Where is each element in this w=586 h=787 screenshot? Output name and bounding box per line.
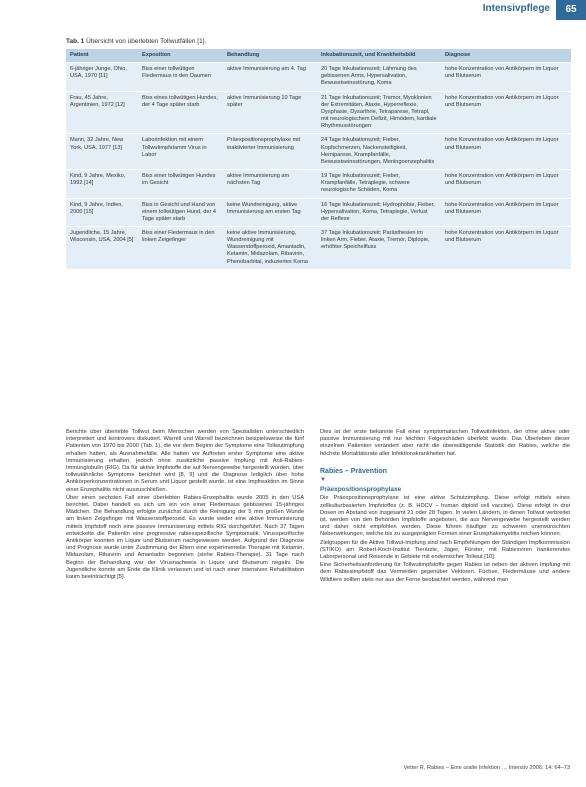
body-paragraph: Zielgruppen für die Aktive Tollwut-Impfung sind nach Empfehlungen der Ständigen Impfkommission (STIKO) am Robert-Koch-Institut Tierärzte, Jäger, Förster, mit Rabiesviren hantierendes Laborpersonal und Reisende in Gebiete mit endemischer Tollwut [10]. bbox=[320, 539, 570, 561]
table-cell: Laborinfektion mit einem Tollwutimpfstamm Virus in Labor bbox=[138, 134, 223, 170]
table-caption-text: Übersicht von überlebten Tollwutfällen [1]. bbox=[86, 38, 207, 45]
section-arrow-icon: ▼ bbox=[320, 477, 326, 484]
table-cell: Biss einer tollwütigen Hundes im Gesicht bbox=[138, 170, 223, 198]
table-cell: hohe Konzentration von Antikörpern im Liquor und Blutserum bbox=[441, 134, 571, 170]
body-column-left bbox=[66, 429, 304, 582]
table-cell: Biss eines tollwütigen Hundes, der 4 Tage später starb bbox=[138, 91, 223, 134]
table-row bbox=[66, 63, 571, 91]
table-cell: Präexpositionsprophylaxe mit inaktivierter Immunisierung bbox=[223, 134, 317, 170]
table-row bbox=[66, 226, 571, 268]
table-cell: Kind, 9 Jahre, Indien, 2000 [15] bbox=[66, 198, 138, 226]
table-cell: aktive Immunisierung 10 Tage später bbox=[223, 91, 317, 134]
page-header bbox=[0, 0, 586, 20]
table-cell: keine aktive Immunisierung, Wundreinigung mit Wasserstoffperoxid, Amantadin, Ketamin, Midazolam, Ribavirin, Phenobarbital, induziertes Koma bbox=[223, 226, 317, 268]
table-cell: hohe Konzentration von Antikörpern im Liquor und Blutserum bbox=[441, 91, 571, 134]
body-paragraph: Dies ist der erste bekannte Fall einer symptomatischen Tollwutinfektion, der ohne aktive oder passive Immunisierung mit nur leichten Folgeschäden überlebt wurde. Das Überleben dieser einzelnen Patienten verändert aber nicht die überwältigende Statistik der Rabies, welche die höchste Mortalitätsrate aller Infektionskrankheiten hat. bbox=[320, 429, 570, 457]
table-cell: aktive Immunisierung am nächsten Tag bbox=[223, 170, 317, 198]
table-cell: 19 Tage Inkubationszeit; Fieber, Krampfanfälle, Tetraplegie, schwere neurologische Schäden, Koma bbox=[317, 170, 441, 198]
table-header-cell: Inkubationszeit, und Krankheitsbild bbox=[317, 49, 441, 63]
table-cell: 37 Tage Inkubationszeit; Parästhesien im linken Arm, Fieber, Ataxie, Tremor, Diplopie, erhöhter Speichelfluss bbox=[317, 226, 441, 268]
table-header-cell: Exposition bbox=[138, 49, 223, 63]
table-cell: hohe Konzentration von Antikörpern im Liquor und Blutserum bbox=[441, 198, 571, 226]
table-cell: 20 Tage Inkubationszeit; Lähmung des gebissenen Arms, Hypersalivation, Bewusstseinsstörung, Koma bbox=[317, 63, 441, 91]
table-header-row bbox=[66, 49, 571, 63]
section-heading: Rabies – Prävention bbox=[320, 467, 387, 475]
table-cell: Biss einer tollwütigen Fledermaus in den Daumen bbox=[138, 63, 223, 91]
body-column-right bbox=[320, 429, 570, 585]
body-paragraph: Über einen sechsten Fall einer überlebten Rabies-Enzephalitis wurde 2005 in den USA berichtet. Dabei handelt es sich um ein von einer Fledermaus gebissenes 15-jähriges Mädchen. Die Behandlung erfolgte zunächst durch die Reinigung der 5 mm großen Wunde am linken Zeigefinger mit Wasserstoffperoxid. Es wurde weder eine aktive Immunisierung mittels Impfstoff noch eine passive Immunisierung mittels RIG durchgeführt. Nach 37 Tagen entwickelte die Patientin eine progressive rabiesspezifische Symptomatik. Virusspezifische Antikörper konnten im Liquor und Blutserum nachgewiesen werden. Aufgrund der Diagnose und Prognose wurde unter Zustimmung der Eltern eine experimentelle Therapie mit Ketamin, Midazolam, Ribavirin und Amantadin begonnen (siehe Rabies-Therapie). 31 Tage nach Beginn der Behandlung war der Virusnachweis in Liquor und Blutserum negativ. Die Jugendliche konnte am Ende die Klinik verlassen und ist nach einer intensiven Rehabilitation kaum beeinträchtigt [5]. bbox=[66, 494, 304, 581]
table-caption-label: Tab. 1 bbox=[66, 38, 85, 45]
table-cell: hohe Konzentration von Antikörpern im Liquor und Blutserum bbox=[441, 63, 571, 91]
table-cell: 16 Tage Inkubationszeit; Hydrophobie, Fieber, Hypersalivation, Koma, Tetraplegie, Verlust der Reflexe bbox=[317, 198, 441, 226]
table-cell: aktive Immunisierung am 4. Tag bbox=[223, 63, 317, 91]
table-header-cell: Diagnose bbox=[441, 49, 571, 63]
page-number-badge: 65 bbox=[556, 0, 586, 20]
table-cell: Biss in Gesicht und Hand von einem tollwütigen Hund, der 4 Tage später starb bbox=[138, 198, 223, 226]
table-cell: Mann, 32 Jahre, New York, USA, 1977 [13] bbox=[66, 134, 138, 170]
body-paragraph: Die Präexpositionsprophylaxe ist eine aktive Schutzimpfung. Diese erfolgt mittels eines zellkulturbasierten Impfstoffes (z. B. HDCV – human diploid cell vaccine). Diese erfolgt in drei Dosen im Abstand von insgesamt 21 oder 28 Tagen. In vielen Ländern, in denen Tollwut verbreitet ist, werden von den Behörden Impfstoffe angeboten, die aus Nervengewebe hergestellt werden und daher nicht empfohlen werden. Diese führen häufiger zu schweren unerwünschten Nebenwirkungen, welche bis zu ausgeprägten Formen einer Enzephalomyelitis reichen können. bbox=[320, 495, 570, 538]
table-row bbox=[66, 170, 571, 198]
subsection-heading: Präexpositionsprophylaxe bbox=[320, 486, 402, 494]
page-footer-citation: Vetter R, Rabies – Eine uralte Infektion … Intensiv 2006; 14: 64–73 bbox=[403, 765, 570, 771]
table-cell: 6-jähriger Junge, Ohio, USA, 1970 [11] bbox=[66, 63, 138, 91]
section-title: Intensivpflege bbox=[482, 3, 550, 14]
table-cell: Jugendliche, 15 Jahre, Wisconsin, USA, 2004 [5] bbox=[66, 226, 138, 268]
table-row bbox=[66, 134, 571, 170]
table-cell: 21 Tage Inkubationszeit; Tremor, Myoklonien der Extremitäten, Ataxie, Hyperreflexie, Dysphasie, Dysarthrie, Tetraparese, Tetrapl, mit neurologischem Defizit, Hirnödem, kardiale Rhythmusstörungen bbox=[317, 91, 441, 134]
table-cell: Biss einer Fledermaus in den linken Zeigefinger bbox=[138, 226, 223, 268]
table-cell: Kind, 9 Jahre, Mexiko, 1992 [14] bbox=[66, 170, 138, 198]
table-row bbox=[66, 91, 571, 134]
table-cell: 24 Tage Inkubationszeit; Fieber, Kopfschmerzen, Nackensteifigkeit, Hemiparese, Krampfanfälle, Bewusstseinsstörungen, Meningoenzephalitis bbox=[317, 134, 441, 170]
table-header-cell: Behandlung bbox=[223, 49, 317, 63]
table-caption bbox=[66, 38, 206, 45]
body-paragraph: Eine Sicherheitsanforderung für Tollwutimpfstoffe gegen Rabies ist neben der aktiven Impfung mit dem Rabiesimpfstoff das Vermeiden gegenüber Vektoren. Füchse, Fledermäuse und andere Wildtiere sollten stets nur aus der Ferne beobachtet werden, während man bbox=[320, 562, 570, 583]
table-cell: hohe Konzentration von Antikörpern im Liquor und Blutserum bbox=[441, 170, 571, 198]
table-cell: hohe Konzentration von Antikörpern im Liquor und Blutserum bbox=[441, 226, 571, 268]
body-paragraph: Berichte über überlebte Tollwut beim Menschen werden von Spezialisten unterschiedlich interpretiert und kontrovers diskutiert. Warrell und Warrell bezeichnen beispielsweise die fünf Patienten von 1970 bis 2000 (Tab. 1), die vor dem Beginn der Symptome eine Tollwutimpfung erhalten hatten, als Ausnahmefälle. Alle hatten vor Auftreten erster Symptome eine aktive Immunisierung erhalten, jedoch ohne zusätzliche passive Impfung mit Anti-Rabies-Immunglobulin (RIG). Da für aktive Impfstoffe die auf Nervengewebe hergestellt wurden, über tollwutähnliche Symptome berichtet wird [8, 9] und die Diagnose lediglich über hohe Antikörperkonzentrationen in Serum und Liquor gestellt wurde, ist eine Impfreaktion im Sinne einer Enzephalitis nicht auszuschließen. bbox=[66, 429, 304, 493]
table-row bbox=[66, 198, 571, 226]
table-cell: keine Wundreinigung, aktive Immunisierung am ersten Tag bbox=[223, 198, 317, 226]
table-header-cell: Patient bbox=[66, 49, 138, 63]
survivor-table bbox=[66, 49, 571, 269]
table-cell: Frau, 45 Jahre, Argentinien, 1972 [12] bbox=[66, 91, 138, 134]
